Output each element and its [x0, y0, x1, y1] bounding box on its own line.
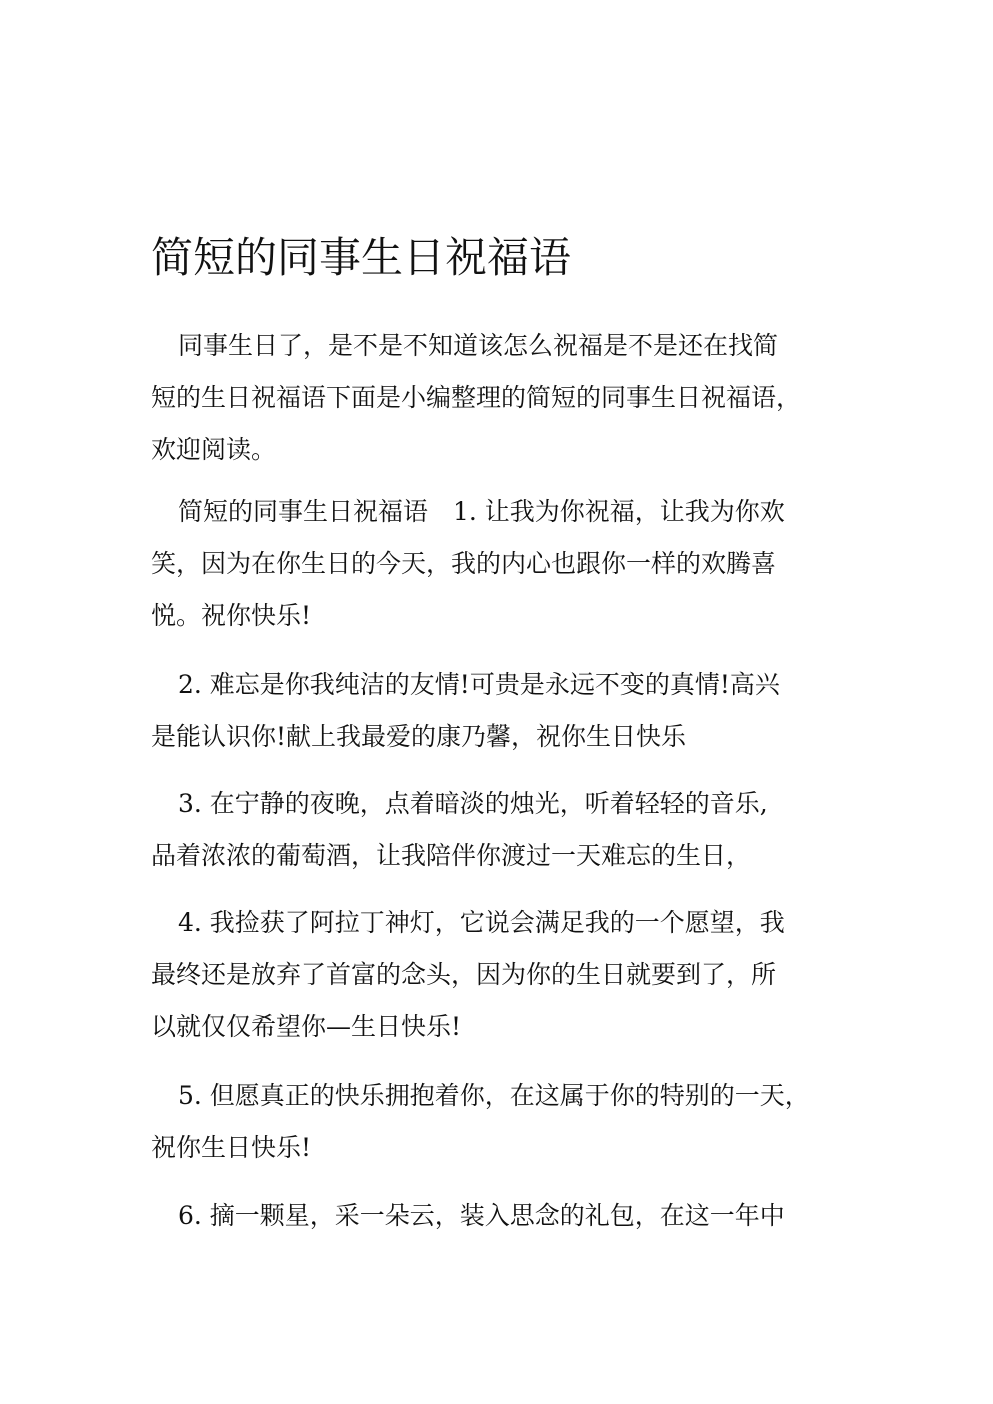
paragraph-line: 祝你生日快乐! [151, 1133, 312, 1162]
paragraph-line: 欢迎阅读。 [151, 435, 277, 464]
paragraph-line: 5. 但愿真正的快乐拥抱着你，在这属于你的特别的一天， [178, 1081, 810, 1110]
intro-paragraph [151, 320, 801, 476]
paragraph-line: 3. 在宁静的夜晚，点着暗淡的烛光，听着轻轻的音乐, [178, 789, 768, 818]
paragraph-line: 以就仅仅希望你—生日快乐! [151, 1012, 462, 1041]
wish-paragraph-6 [151, 1190, 785, 1242]
paragraph-line: 同事生日了，是不是不知道该怎么祝福是不是还在找简 [178, 331, 779, 360]
wish-paragraph-1 [151, 486, 785, 642]
page-title: 简短的同事生日祝福语 [151, 233, 572, 282]
paragraph-line: 笑，因为在你生日的今天，我的内心也跟你一样的欢腾喜 [151, 549, 777, 578]
paragraph-line: 6. 摘一颗星，采一朵云，装入思念的礼包，在这一年中 [178, 1201, 785, 1230]
paragraph-line: 短的生日祝福语下面是小编整理的简短的同事生日祝福语， [151, 383, 802, 412]
paragraph-line: 悦。祝你快乐! [151, 601, 312, 630]
wish-paragraph-4 [151, 897, 785, 1053]
paragraph-line: 2. 难忘是你我纯洁的友情!可贵是永远不变的真情!高兴 [178, 670, 780, 699]
paragraph-line: 是能认识你!献上我最爱的康乃馨，祝你生日快乐 [151, 722, 687, 751]
wish-paragraph-5 [151, 1070, 810, 1174]
paragraph-line: 简短的同事生日祝福语 1. 让我为你祝福，让我为你欢 [178, 497, 785, 526]
paragraph-line: 最终还是放弃了首富的念头，因为你的生日就要到了，所 [151, 960, 777, 989]
paragraph-line: 品着浓浓的葡萄酒，让我陪伴你渡过一天难忘的生日， [151, 841, 752, 870]
wish-paragraph-3 [151, 778, 768, 882]
paragraph-line: 4. 我捡获了阿拉丁神灯，它说会满足我的一个愿望，我 [178, 908, 785, 937]
wish-paragraph-2 [151, 659, 780, 763]
